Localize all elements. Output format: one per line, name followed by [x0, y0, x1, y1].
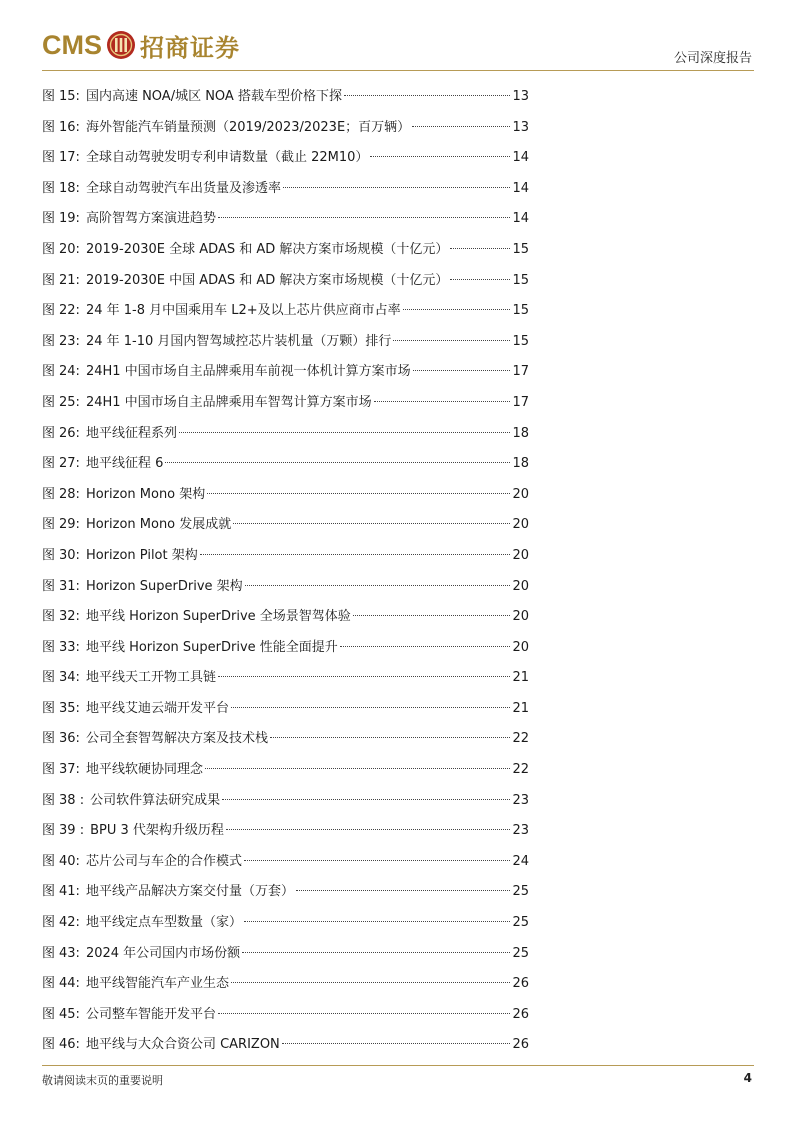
toc-entry-number: 43:: [59, 945, 80, 961]
toc-entry[interactable]: [42, 390, 529, 421]
toc-entry-page: 14: [512, 150, 529, 166]
toc-entry-page: 25: [512, 915, 529, 931]
toc-entry-number: 26:: [59, 425, 80, 441]
toc-entry-label: 图: [42, 89, 56, 104]
toc-entry-title: 地平线征程系列: [85, 425, 177, 441]
toc-entry-page: 25: [512, 884, 529, 900]
toc-entry-label: 图: [42, 272, 56, 288]
toc-entry[interactable]: [42, 971, 529, 1002]
toc-entry-title: 地平线艾迪云端开发平台: [85, 700, 229, 716]
toc-entry-number: 27:: [59, 456, 80, 472]
toc-entry-label: 图: [42, 700, 56, 716]
toc-entry-number: 35:: [59, 700, 80, 716]
logo-chinese-name: 招商证券: [140, 32, 240, 62]
toc-entry-page: 15: [512, 241, 529, 257]
toc-dot-leader: [282, 1043, 511, 1044]
toc-entry-title: 地平线征程 6: [85, 456, 164, 472]
toc-entry-title: Horizon Mono 架构: [85, 486, 206, 502]
toc-entry-number: 39 :: [59, 823, 85, 839]
toc-entry-number: 15:: [59, 89, 80, 104]
toc-entry[interactable]: [42, 237, 529, 268]
toc-entry[interactable]: [42, 879, 529, 910]
toc-entry[interactable]: [42, 635, 529, 666]
toc-entry-number: 20:: [59, 241, 80, 257]
toc-entry[interactable]: [42, 726, 529, 757]
toc-entry-number: 37:: [59, 762, 80, 778]
toc-entry-page: 25: [512, 945, 529, 961]
toc-entry-page: 18: [512, 456, 529, 472]
toc-dot-leader: [231, 982, 511, 983]
toc-entry-page: 26: [512, 976, 529, 992]
toc-entry-number: 30:: [59, 547, 80, 563]
toc-entry[interactable]: [42, 574, 529, 605]
toc-entry-page: 26: [512, 1006, 529, 1022]
toc-entry-number: 44:: [59, 976, 80, 992]
toc-entry-number: 41:: [59, 884, 80, 900]
toc-entry-page: 17: [512, 364, 529, 380]
toc-dot-leader: [450, 248, 510, 249]
toc-dot-leader: [296, 890, 511, 891]
footer-disclaimer: 敬请阅读末页的重要说明: [42, 1074, 163, 1087]
toc-dot-leader: [413, 370, 511, 371]
toc-entry[interactable]: [42, 268, 529, 299]
toc-entry[interactable]: [42, 115, 529, 146]
toc-entry[interactable]: [42, 206, 529, 237]
toc-entry-label: 图: [42, 547, 56, 563]
toc-entry-page: 20: [512, 639, 529, 655]
toc-entry[interactable]: [42, 359, 529, 390]
toc-dot-leader: [233, 523, 510, 524]
toc-entry-label: 图: [42, 639, 56, 655]
toc-entry-page: 23: [512, 823, 529, 839]
page-number: 4: [743, 1071, 752, 1085]
toc-dot-leader: [412, 126, 510, 127]
toc-entry-number: 31:: [59, 578, 80, 594]
toc-entry-page: 15: [512, 303, 529, 319]
toc-dot-leader: [344, 95, 510, 96]
toc-dot-leader: [393, 340, 510, 341]
toc-dot-leader: [353, 615, 511, 616]
toc-entry-label: 图: [42, 119, 56, 135]
toc-entry-label: 图: [42, 456, 56, 472]
toc-entry[interactable]: [42, 84, 529, 115]
toc-dot-leader: [222, 799, 510, 800]
toc-dot-leader: [205, 768, 511, 769]
toc-entry-title: 24 年 1-10 月国内智驾域控芯片装机量（万颗）排行: [85, 333, 392, 349]
toc-dot-leader: [218, 217, 511, 218]
toc-entry-title: 地平线 Horizon SuperDrive 性能全面提升: [85, 639, 338, 655]
footer-divider: [42, 1065, 754, 1066]
toc-entry-title: 地平线软硬协同理念: [85, 762, 203, 778]
toc-entry-title: 2019-2030E 中国 ADAS 和 AD 解决方案市场规模（十亿元）: [85, 272, 449, 288]
toc-entry-title: 24H1 中国市场自主品牌乘用车智驾计算方案市场: [85, 394, 372, 410]
toc-entry-number: 22:: [59, 303, 80, 319]
toc-entry-page: 20: [512, 578, 529, 594]
logo-text: CMS: [42, 29, 102, 60]
toc-entry-number: 17:: [59, 150, 80, 166]
toc-entry-title: 地平线 Horizon SuperDrive 全场景智驾体验: [85, 609, 351, 625]
toc-entry-title: 公司全套智驾解决方案及技术栈: [85, 731, 268, 747]
toc-entry[interactable]: [42, 1032, 529, 1063]
toc-dot-leader: [244, 921, 511, 922]
toc-entry-title: 地平线产品解决方案交付量（万套）: [85, 884, 294, 900]
toc-entry-title: 海外智能汽车销量预测（2019/2023/2023E；百万辆）: [85, 119, 411, 135]
toc-entry-number: 18:: [59, 180, 80, 196]
toc-entry[interactable]: [42, 451, 529, 482]
toc-entry-label: 图: [42, 976, 56, 992]
header-divider: [42, 70, 754, 71]
toc-dot-leader: [218, 676, 511, 677]
toc-entry-label: 图: [42, 670, 56, 686]
toc-entry-page: 20: [512, 609, 529, 625]
toc-entry-page: 18: [512, 425, 529, 441]
toc-dot-leader: [242, 952, 510, 953]
toc-entry-label: 图: [42, 180, 56, 196]
toc-dot-leader: [245, 585, 511, 586]
toc-entry-number: 25:: [59, 394, 80, 410]
toc-dot-leader: [403, 309, 511, 310]
toc-entry-title: 芯片公司与车企的合作模式: [85, 853, 242, 869]
toc-dot-leader: [374, 401, 511, 402]
toc-entry-page: 23: [512, 792, 529, 808]
toc-entry-title: 24 年 1-8 月中国乘用车 L2+及以上芯片供应商市占率: [85, 303, 401, 319]
toc-entry-number: 46:: [59, 1037, 80, 1053]
toc-entry-title: 地平线智能汽车产业生态: [85, 976, 229, 992]
toc-entry-label: 图: [42, 517, 56, 533]
toc-entry-number: 23:: [59, 333, 80, 349]
toc-entry-page: 15: [512, 333, 529, 349]
toc-entry-label: 图: [42, 486, 56, 502]
toc-entry-page: 14: [512, 211, 529, 227]
toc-entry-label: 图: [42, 1006, 56, 1022]
toc-entry-label: 图: [42, 150, 56, 166]
toc-entry[interactable]: [42, 757, 529, 788]
toc-dot-leader: [231, 707, 511, 708]
toc-entry-title: 高阶智驾方案演进趋势: [85, 211, 216, 227]
toc-entry[interactable]: [42, 941, 529, 972]
toc-entry-title: 2019-2030E 全球 ADAS 和 AD 解决方案市场规模（十亿元）: [85, 241, 449, 257]
toc-entry[interactable]: [42, 329, 529, 360]
toc-entry-title: BPU 3 代架构升级历程: [90, 823, 224, 839]
toc-entry-title: 2024 年公司国内市场份额: [85, 945, 241, 961]
toc-entry-page: 20: [512, 486, 529, 502]
toc-entry-label: 图: [42, 364, 56, 380]
toc-entry-number: 45:: [59, 1006, 80, 1022]
toc-entry-label: 图: [42, 731, 56, 747]
toc-entry-page: 20: [512, 517, 529, 533]
toc-entry-label: 图: [42, 303, 56, 319]
toc-entry[interactable]: [42, 665, 529, 696]
toc-entry[interactable]: [42, 421, 529, 452]
toc-entry[interactable]: [42, 696, 529, 727]
toc-entry-title: 地平线与大众合资公司 CARIZON: [85, 1037, 280, 1053]
toc-entry[interactable]: [42, 145, 529, 176]
toc-entry[interactable]: [42, 818, 529, 849]
toc-entry-page: 13: [512, 89, 529, 104]
toc-entry-title: 国内高速 NOA/城区 NOA 搭载车型价格下探: [85, 89, 342, 104]
toc-entry[interactable]: [42, 298, 529, 329]
toc-dot-leader: [165, 462, 510, 463]
toc-entry-title: 公司软件算法研究成果: [90, 792, 221, 808]
toc-entry-page: 20: [512, 547, 529, 563]
toc-dot-leader: [226, 829, 511, 830]
toc-entry[interactable]: [42, 849, 529, 880]
toc-entry-page: 21: [512, 670, 529, 686]
toc-entry-label: 图: [42, 823, 56, 839]
toc-dot-leader: [200, 554, 511, 555]
toc-entry-number: 34:: [59, 670, 80, 686]
toc-entry-title: 全球自动驾驶汽车出货量及渗透率: [85, 180, 281, 196]
toc-entry-label: 图: [42, 884, 56, 900]
toc-entry-label: 图: [42, 241, 56, 257]
toc-entry[interactable]: [42, 604, 529, 635]
toc-dot-leader: [207, 493, 510, 494]
figure-list: [42, 84, 529, 1063]
toc-entry-label: 图: [42, 425, 56, 441]
toc-dot-leader: [340, 646, 511, 647]
toc-entry-page: 26: [512, 1037, 529, 1053]
toc-entry-title: 全球自动驾驶发明专利申请数量（截止 22M10）: [85, 150, 369, 166]
toc-entry-label: 图: [42, 333, 56, 349]
toc-entry[interactable]: [42, 176, 529, 207]
logo-badge-icon: [106, 30, 136, 60]
toc-entry-number: 24:: [59, 364, 80, 380]
toc-entry[interactable]: [42, 512, 529, 543]
toc-entry-number: 32:: [59, 609, 80, 625]
toc-entry[interactable]: [42, 788, 529, 819]
toc-entry[interactable]: [42, 543, 529, 574]
toc-entry-page: 17: [512, 394, 529, 410]
report-type-label: 公司深度报告: [673, 51, 752, 66]
toc-entry-page: 21: [512, 700, 529, 716]
page-header: [0, 0, 794, 72]
toc-entry-page: 15: [512, 272, 529, 288]
toc-entry-title: Horizon SuperDrive 架构: [85, 578, 243, 594]
toc-entry-number: 36:: [59, 731, 80, 747]
toc-dot-leader: [450, 279, 510, 280]
toc-entry-label: 图: [42, 915, 56, 931]
toc-entry-title: 地平线天工开物工具链: [85, 670, 216, 686]
toc-entry[interactable]: [42, 1002, 529, 1033]
toc-entry-title: Horizon Pilot 架构: [85, 547, 198, 563]
toc-entry-number: 42:: [59, 915, 80, 931]
toc-entry-number: 40:: [59, 853, 80, 869]
toc-entry-label: 图: [42, 578, 56, 594]
toc-entry[interactable]: [42, 910, 529, 941]
toc-entry-number: 19:: [59, 211, 80, 227]
toc-entry[interactable]: [42, 482, 529, 513]
toc-entry-page: 24: [512, 853, 529, 869]
toc-entry-label: 图: [42, 792, 56, 808]
toc-dot-leader: [179, 432, 511, 433]
toc-entry-title: 公司整车智能开发平台: [85, 1006, 216, 1022]
toc-entry-label: 图: [42, 1037, 56, 1053]
toc-dot-leader: [244, 860, 511, 861]
toc-entry-page: 22: [512, 731, 529, 747]
toc-entry-label: 图: [42, 762, 56, 778]
toc-entry-label: 图: [42, 609, 56, 625]
toc-entry-title: Horizon Mono 发展成就: [85, 517, 232, 533]
toc-entry-number: 33:: [59, 639, 80, 655]
toc-entry-label: 图: [42, 211, 56, 227]
toc-dot-leader: [270, 737, 511, 738]
toc-dot-leader: [218, 1013, 511, 1014]
company-logo: [42, 28, 240, 62]
toc-dot-leader: [370, 156, 510, 157]
toc-entry-number: 21:: [59, 272, 80, 288]
toc-entry-label: 图: [42, 853, 56, 869]
toc-entry-number: 16:: [59, 119, 80, 135]
toc-dot-leader: [283, 187, 511, 188]
toc-entry-title: 24H1 中国市场自主品牌乘用车前视一体机计算方案市场: [85, 364, 411, 380]
toc-entry-number: 28:: [59, 486, 80, 502]
toc-entry-number: 38 :: [59, 792, 85, 808]
toc-entry-page: 13: [512, 119, 529, 135]
toc-entry-page: 22: [512, 762, 529, 778]
toc-entry-title: 地平线定点车型数量（家）: [85, 915, 242, 931]
toc-entry-label: 图: [42, 945, 56, 961]
toc-entry-page: 14: [512, 180, 529, 196]
toc-entry-label: 图: [42, 394, 56, 410]
toc-entry-number: 29:: [59, 517, 80, 533]
